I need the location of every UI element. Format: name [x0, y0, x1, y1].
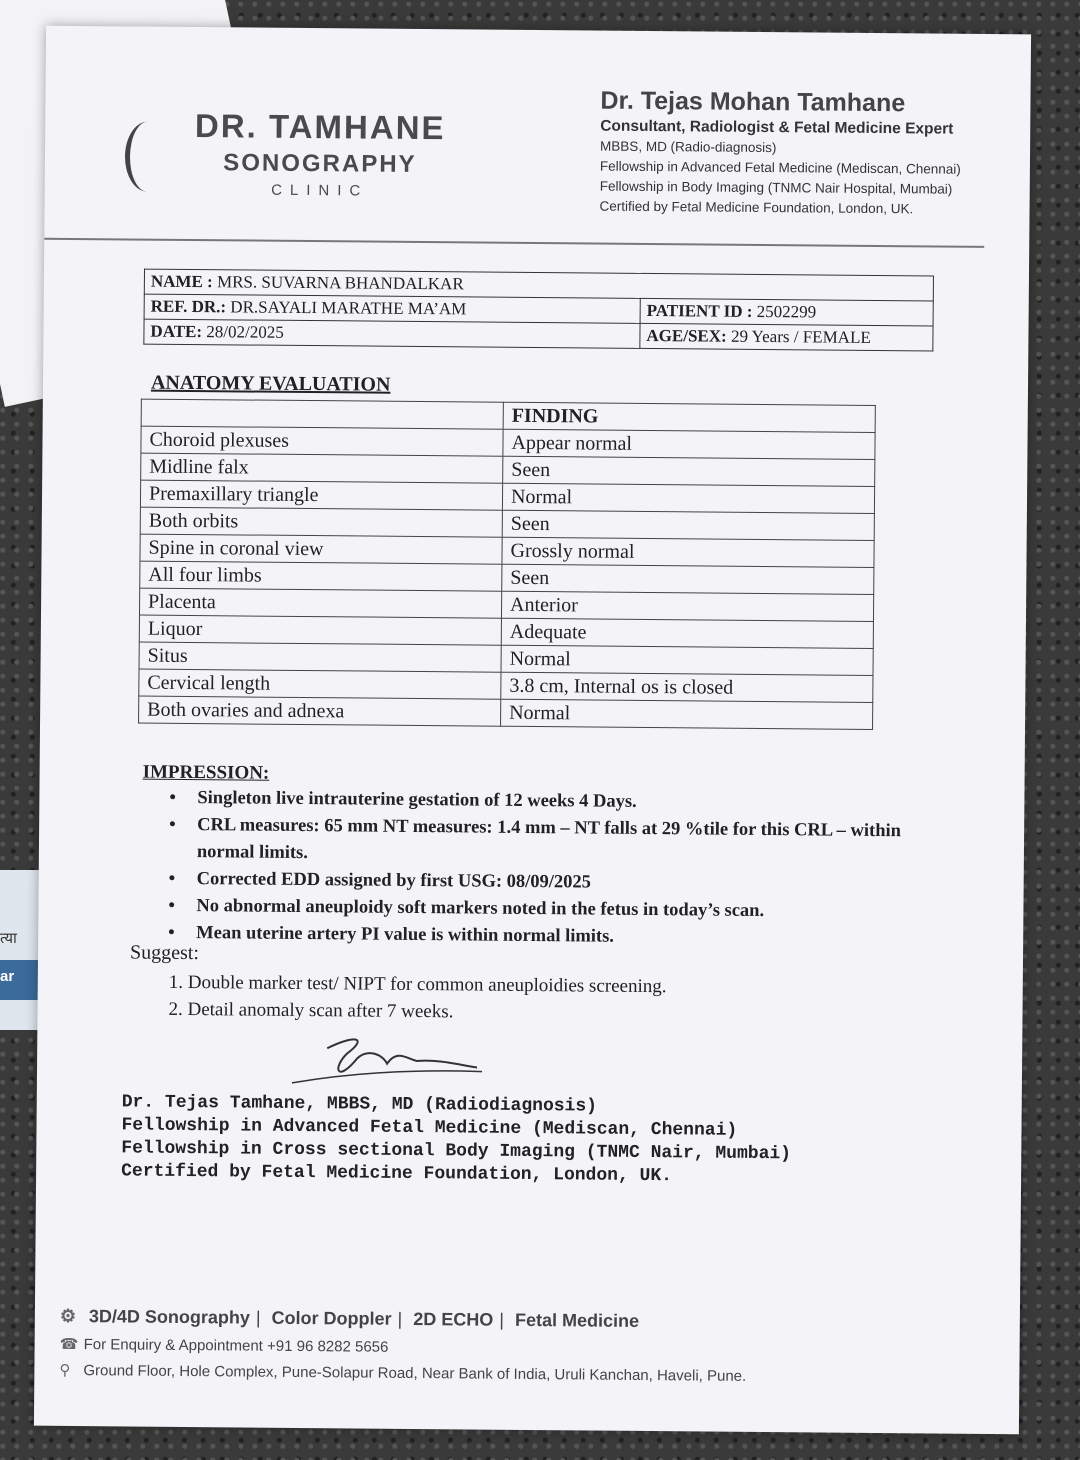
anatomy-item: Cervical length: [139, 669, 501, 699]
suggest-item: 2. Detail anomaly scan after 7 weeks.: [187, 996, 887, 1029]
age-sex: 29 Years / FEMALE: [730, 326, 871, 347]
anatomy-item: Placenta: [139, 588, 501, 618]
patient-id-cell: PATIENT ID : 2502299: [640, 298, 933, 326]
letterhead: [44, 26, 1031, 255]
scrap-text-ar: ar: [0, 968, 15, 985]
suggest-title: Suggest:: [129, 941, 200, 965]
doctor-fellowship-1: Fellowship in Advanced Fetal Medicine (Mediscan, Chennai): [599, 158, 961, 177]
scrap-text: त्या: [0, 929, 17, 947]
address-text: Ground Floor, Hole Complex, Pune-Solapur Road, Near Bank of India, Uruli Kanchan, Haveli, Pune.: [83, 1362, 747, 1385]
anatomy-item: Situs: [139, 642, 501, 672]
impression-item: • Corrected EDD assigned by first USG: 08/09/2025: [197, 866, 917, 899]
anatomy-finding: Seen: [502, 510, 874, 540]
date-cell: DATE: 28/02/2025: [144, 319, 640, 348]
anatomy-finding: Seen: [503, 456, 875, 486]
service-item: Fetal Medicine: [514, 1309, 640, 1331]
service-item: 3D/4D Sonography: [88, 1306, 250, 1328]
suggest-list: [149, 969, 887, 1029]
doctor-fellowship-2: Fellowship in Body Imaging (TNMC Nair Hospital, Mumbai): [599, 178, 953, 197]
ref-doctor: DR.SAYALI MARATHE MA’AM: [230, 297, 467, 319]
patient-id: 2502299: [756, 301, 817, 322]
doctor-degree: MBBS, MD (Radio-diagnosis): [600, 138, 777, 156]
signature: [287, 1028, 488, 1100]
location-pin-icon: ⚲: [59, 1361, 71, 1379]
signoff-line-3: Fellowship in Cross sectional Body Imaging (TNMC Nair, Mumbai): [121, 1138, 792, 1165]
anatomy-table: [138, 399, 876, 730]
anatomy-finding: Seen: [502, 564, 874, 594]
service-item: 2D ECHO: [413, 1308, 494, 1330]
background-scrap: [0, 870, 40, 1030]
impression-item: • Singleton live intrauterine gestation of 12 weeks 4 Days.: [197, 785, 917, 818]
impression-list: [168, 785, 917, 954]
impression-item: • Mean uterine artery PI value is within normal limits.: [196, 920, 916, 953]
anatomy-item: Both ovaries and adnexa: [139, 696, 501, 726]
clinic-brand: [190, 107, 451, 200]
impression-item: • CRL measures: 65 mm NT measures: 1.4 mm – NT falls at 29 %tile for this CRL – within normal limits.: [197, 812, 917, 872]
anatomy-finding: Normal: [501, 645, 873, 675]
anatomy-item: All four limbs: [140, 561, 502, 591]
anatomy-finding: Normal: [501, 699, 873, 729]
doctor-title: Consultant, Radiologist & Fetal Medicine Expert: [600, 117, 954, 138]
clinic-name: DR. TAMHANE: [194, 107, 446, 147]
clinic-subtitle: SONOGRAPHY: [223, 149, 417, 178]
impression-title: IMPRESSION:: [142, 761, 270, 784]
ref-doctor-cell: REF. DR.: DR.SAYALI MARATHE MA’AM: [144, 294, 640, 323]
anatomy-finding: Anterior: [501, 591, 873, 621]
age-sex-cell: AGE/SEX: 29 Years / FEMALE: [640, 323, 933, 351]
header-divider: [44, 238, 984, 248]
anatomy-finding: Adequate: [501, 618, 873, 648]
patient-name: MRS. SUVARNA BHANDALKAR: [216, 272, 464, 294]
anatomy-item: Midline falx: [141, 453, 503, 483]
anatomy-finding: 3.8 cm, Internal os is closed: [501, 672, 873, 702]
doctor-certification: Certified by Fetal Medicine Foundation, London, UK.: [599, 198, 914, 217]
anatomy-title: ANATOMY EVALUATION: [150, 371, 391, 396]
enquiry-line: [60, 1335, 940, 1361]
enquiry-text: For Enquiry & Appointment +91 96 8282 5656: [83, 1336, 389, 1356]
anatomy-header-blank: [141, 399, 503, 429]
services-line: ⚙ 3D/4D Sonography | Color Doppler | 2D ECHO | Fetal Medicine: [59, 1305, 640, 1331]
signoff-line-2: Fellowship in Advanced Fetal Medicine (Mediscan, Chennai): [121, 1115, 738, 1141]
anatomy-finding: Appear normal: [503, 429, 875, 459]
doctor-name: Dr. Tejas Mohan Tamhane: [600, 86, 906, 118]
footer: [59, 1306, 940, 1387]
phone-icon: ☎: [59, 1335, 79, 1354]
clinic-logo-icon: [125, 121, 171, 191]
patient-info-table: [143, 269, 934, 352]
clinic-tagline: CLINIC: [271, 181, 369, 200]
anatomy-item: Liquor: [139, 615, 501, 645]
anatomy-finding: Grossly normal: [502, 537, 874, 567]
impression-item: • No abnormal aneuploidy soft markers noted in the fetus in today’s scan.: [196, 893, 916, 926]
suggest-item: 1. Double marker test/ NIPT for common aneuploidies screening.: [188, 969, 888, 1002]
patient-name-cell: NAME : MRS. SUVARNA BHANDALKAR: [144, 269, 933, 301]
finding-header: FINDING: [503, 402, 875, 432]
anatomy-finding: Normal: [502, 483, 874, 513]
service-item: Color Doppler: [271, 1307, 392, 1329]
report-sheet: [34, 26, 1031, 1435]
signoff-line-1: Dr. Tejas Tamhane, MBBS, MD (Radiodiagnosis): [121, 1092, 598, 1117]
signoff-line-4: Certified by Fetal Medicine Foundation, London, UK.: [121, 1161, 673, 1187]
anatomy-item: Spine in coronal view: [140, 534, 502, 564]
anatomy-item: Choroid plexuses: [141, 426, 503, 456]
ultrasound-icon: ⚙: [59, 1305, 77, 1327]
address-line: [59, 1361, 939, 1387]
anatomy-row: [139, 696, 873, 729]
anatomy-item: Both orbits: [140, 507, 502, 537]
report-date: 28/02/2025: [206, 322, 284, 342]
signoff-block: [121, 1091, 791, 1189]
doctor-credentials: [599, 86, 980, 220]
anatomy-item: Premaxillary triangle: [140, 480, 502, 510]
